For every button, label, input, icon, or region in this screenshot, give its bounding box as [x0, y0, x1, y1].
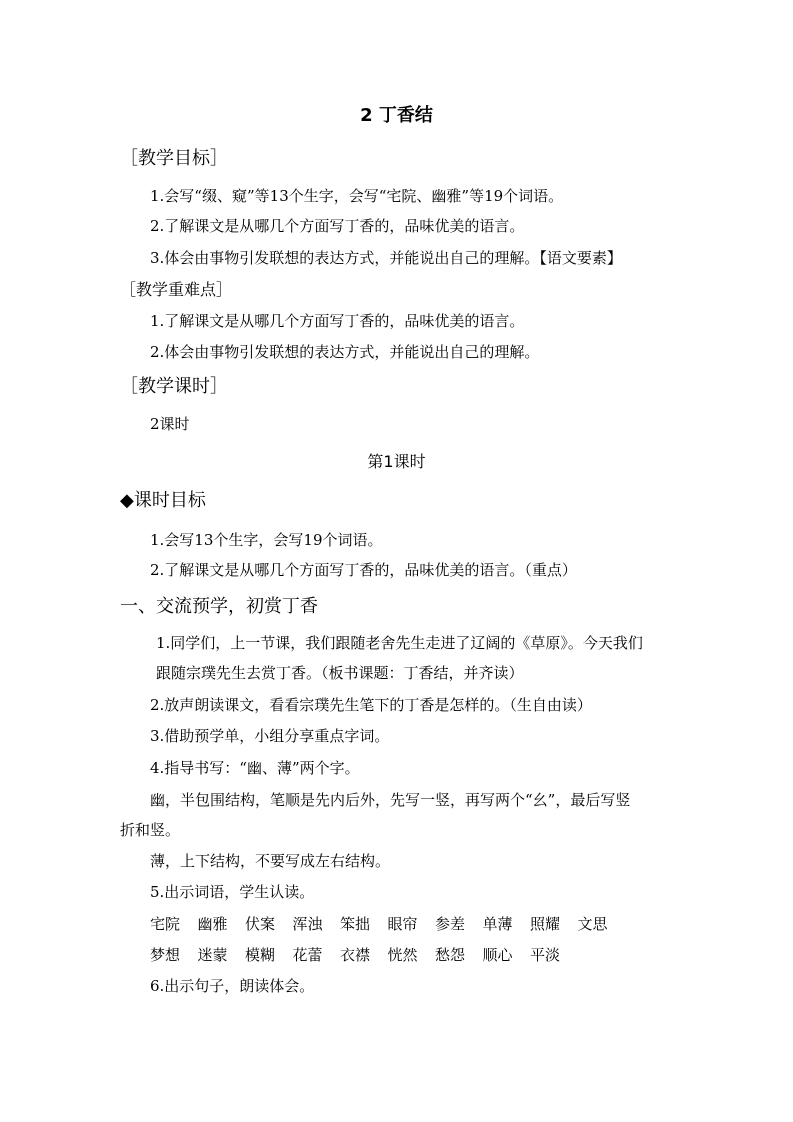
section-heading-goals: ［教学目标］: [120, 148, 228, 169]
word-item: 笨拙: [340, 915, 371, 933]
key-point-item: 1.了解课文是从哪几个方面写丁香的，品味优美的语言。: [150, 312, 525, 330]
word-item: 宅院: [150, 915, 181, 933]
section-heading-hours: ［教学课时］: [120, 376, 228, 397]
word-list-row-1: [150, 914, 625, 934]
hours-value: 2课时: [150, 415, 190, 433]
paragraph-line: 折和竖。: [120, 821, 181, 839]
word-item: 眼帘: [387, 915, 418, 933]
section-heading-key-points: ［教学重难点］: [120, 280, 233, 299]
word-item: 幽雅: [197, 915, 228, 933]
word-item: 参差: [435, 915, 466, 933]
paragraph-line: 跟随宗璞先生去赏丁香。（板书课题：丁香结，并齐读）: [156, 664, 524, 682]
word-item: 梦想: [150, 946, 181, 964]
word-item: 衣襟: [340, 946, 371, 964]
word-item: 单薄: [482, 915, 513, 933]
paragraph-line: 6.出示句子，朗读体会。: [150, 977, 315, 995]
word-item: 照耀: [530, 915, 561, 933]
section-heading-lesson-goals: ◆课时目标: [120, 490, 206, 511]
word-item: 花蕾: [292, 946, 323, 964]
page-title: 2 丁香结: [360, 105, 433, 126]
section-heading-part1: 一、交流预学，初赏丁香: [120, 596, 318, 617]
goal-item: 3.体会由事物引发联想的表达方式，并能说出自己的理解。【语文要素】: [150, 249, 622, 267]
paragraph-line: 4.指导书写：“幽、薄”两个字。: [150, 759, 360, 777]
paragraph-line: 薄，上下结构，不要写成左右结构。: [150, 852, 391, 870]
paragraph-line: 5.出示词语，学生认读。: [150, 883, 315, 901]
word-item: 迷蒙: [197, 946, 228, 964]
key-point-item: 2.体会由事物引发联想的表达方式，并能说出自己的理解。: [150, 343, 540, 361]
word-item: 模糊: [245, 946, 276, 964]
lesson-goal-item: 2.了解课文是从哪几个方面写丁香的，品味优美的语言。（重点）: [150, 561, 577, 579]
word-item: 伏案: [245, 915, 276, 933]
lesson-title: 第1课时: [367, 452, 426, 471]
word-item: 愁怨: [435, 946, 466, 964]
word-list-row-2: [150, 945, 578, 965]
word-item: 平淡: [530, 946, 561, 964]
word-item: 恍然: [387, 946, 418, 964]
paragraph-line: 1.同学们，上一节课，我们跟随老舍先生走进了辽阔的《草原》。今天我们: [156, 634, 643, 652]
paragraph-line: 2.放声朗读课文，看看宗璞先生笔下的丁香是怎样的。（生自由读）: [150, 696, 592, 714]
goal-item: 1.会写“缀、窥”等13个生字，会写“宅院、幽雅”等19个词语。: [150, 187, 564, 205]
paragraph-line: 3.借助预学单，小组分享重点字词。: [150, 727, 390, 745]
paragraph-line: 幽，半包围结构，笔顺是先内后外，先写一竖，再写两个“幺”，最后写竖: [150, 791, 631, 809]
word-item: 文思: [577, 915, 608, 933]
word-item: 浑浊: [292, 915, 323, 933]
word-item: 顺心: [482, 946, 513, 964]
lesson-goal-item: 1.会写13个生字，会写19个词语。: [150, 531, 383, 549]
goal-item: 2.了解课文是从哪几个方面写丁香的，品味优美的语言。: [150, 217, 525, 235]
